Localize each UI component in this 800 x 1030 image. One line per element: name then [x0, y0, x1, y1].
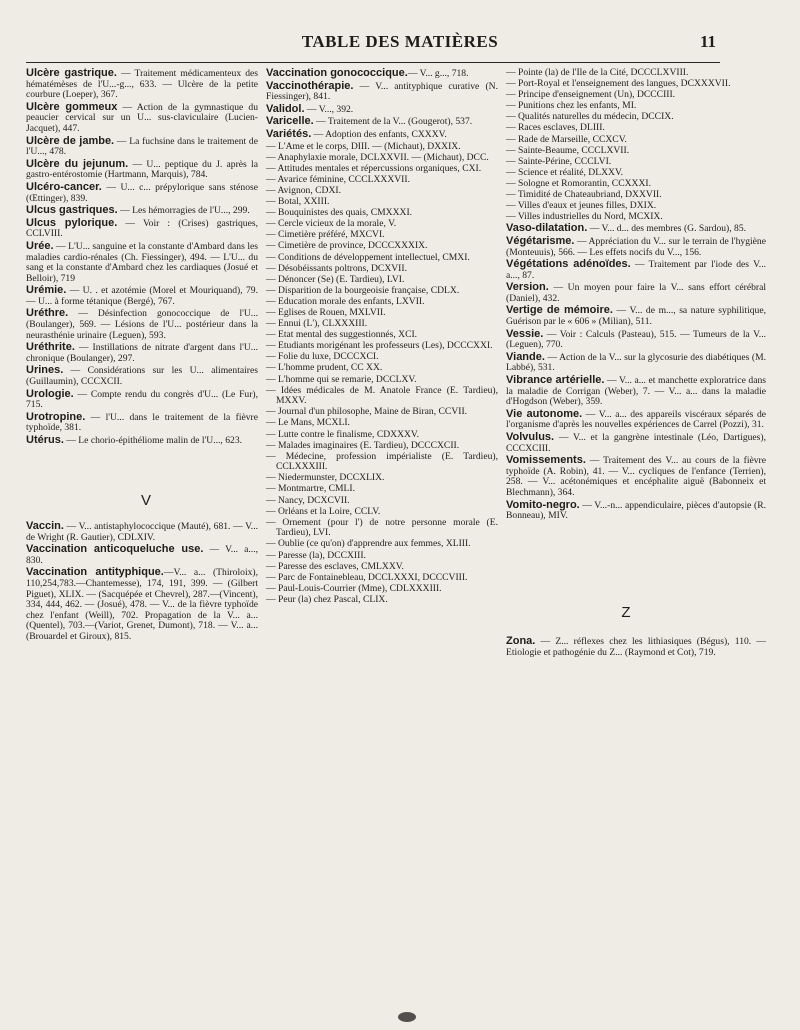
index-subentry: — Paresse des esclaves, CMLXXV. — [266, 560, 404, 572]
index-entry — [506, 455, 766, 498]
index-entry — [26, 285, 258, 307]
index-subentry: — Niedermunster, DCCXLIX. — [266, 472, 385, 484]
index-subentry: — Le Mans, MCXLI. — [266, 417, 350, 429]
entry-headword: Vaccinothérapie. — [266, 79, 354, 92]
header-rule — [26, 62, 720, 63]
index-subentry: — Qualités naturelles du médecin, DCCIX. — [506, 111, 674, 123]
index-entry — [26, 365, 258, 387]
index-subentry: — Dénoncer (Se) (E. Tardieu), LVI. — [266, 273, 405, 285]
entry-text: — Désinfection gonococcique de l'U... (Boulanger), 569. — Lésions de l'U... postérieur dans la neurasthénie urinaire (Leguen), 593. — [26, 308, 258, 341]
index-subentry: — Lutte contre le finalisme, CDXXXV. — [266, 428, 420, 440]
entry-headword: Uréthrite. — [26, 341, 75, 354]
entry-text: — V... g..., 718. — [407, 68, 469, 79]
index-subentry: — Journal d'un philosophe, Maine de Biran, CCVII. — [266, 406, 468, 418]
entry-text: — V...-n... appendiculaire, pièces d'autopsie (R. Bonneau), MIV. — [506, 499, 766, 522]
index-subentry: — Paul-Louis-Courrier (Mme), CDLXXXIII. — [266, 582, 442, 594]
index-subentry: — Paresse (la), DCCXIII. — [266, 549, 366, 561]
index-subentry: — L'homme prudent, CC XX. — [266, 362, 383, 374]
column-3-bottom — [506, 636, 766, 659]
page-number: 11 — [699, 32, 716, 51]
column-3 — [506, 68, 766, 523]
entry-text: — Voir : (Crises) gastriques, CCLVIII. — [26, 217, 258, 240]
index-subentry: — Sologne et Romorantin, CCXXXI. — [506, 177, 651, 189]
index-entry — [26, 218, 258, 240]
entry-text: — Voir : Calculs (Pasteau), 515. — Tumeurs de la V... (Leguen), 770. — [506, 328, 766, 351]
entry-headword: Ulcère du jejunum. — [26, 157, 129, 170]
index-subentry: — Sainte-Périne, CCCLVI. — [506, 155, 612, 167]
index-subentry: — Sainte-Beaume, CCCLXVII. — [506, 144, 630, 156]
index-entry — [506, 223, 766, 235]
entry-headword: Zona. — [506, 635, 536, 647]
index-entry — [506, 236, 766, 258]
index-subentry: — Rade de Marseille, CCXCV. — [506, 133, 627, 145]
entry-text: — Compte rendu du congrès d'U... (Le Fur), 715. — [26, 388, 258, 411]
entry-headword: Varicelle. — [266, 115, 314, 128]
index-subentry: — Conditions de développement intellectuel, CMXI. — [266, 251, 470, 263]
index-entry — [26, 241, 258, 284]
index-subentry: — Bouquinistes des quais, CMXXXI. — [266, 207, 413, 219]
entry-text: — l'U... dans le traitement de la fièvre typhoïde, 381. — [26, 411, 258, 434]
entry-headword: Volvulus. — [506, 431, 555, 443]
index-subentry: — Cimetière de province, DCCCXXXIX. — [266, 240, 428, 252]
index-subentry: — Anaphylaxie morale, DCLXXVII. — (Michaut), DCC. — [266, 151, 489, 163]
index-entry — [506, 375, 766, 408]
entry-headword: Ulcéro-cancer. — [26, 180, 102, 193]
index-subentry: — Races esclaves, DLIII. — [506, 122, 605, 134]
index-subentry: — Désobéissants poltrons, DCXVII. — [266, 262, 407, 274]
section-letter-v: V — [140, 492, 151, 509]
entry-text: — Traitement par l'iode des V... a..., 87. — [506, 259, 766, 281]
index-subentry: — Villes industrielles du Nord, MCXIX. — [506, 211, 663, 223]
entry-text: — L'U... sanguine et la constante d'Ambard dans les maladies cardio-rénales (Ch. Fiessinger), 494. — L'U... du sang et la constante d'Ambard chez les cardiaques (Josué et Belloir), 719 — [26, 240, 258, 284]
index-entry — [506, 636, 766, 658]
entry-text: — Adoption des enfants, CXXXV. — [311, 128, 447, 140]
index-subentry: — Nancy, DCXCVII. — [266, 494, 350, 506]
entry-text: — V..., 392. — [304, 103, 354, 115]
entry-text: — Z... réflexes chez les lithiasiques (Bégus), 110. — Etiologie et pathogénie du Z... (Raymond et Cot), 719. — [506, 636, 766, 658]
index-subentry: — Oublie (ce qu'on) d'apprendre aux femmes, XLIII. — [266, 538, 471, 550]
index-entry — [26, 182, 258, 204]
index-entry — [26, 412, 258, 434]
entry-headword: Vomissements. — [506, 454, 586, 467]
index-entry — [506, 352, 766, 374]
entry-text: — V... de m..., sa nature syphilitique, Guérison par le « 606 » (Milian), 511. — [506, 305, 767, 328]
index-subentry: — Punitions chez les enfants, MI. — [506, 100, 637, 112]
entry-text: — La fuchsine dans le traitement de l'U..., 478. — [26, 135, 258, 158]
index-subentry: — Idées médicales de M. Anatole France (E. Tardieu), MXXV. — [266, 384, 498, 407]
column-1-top — [26, 68, 258, 448]
index-entry — [506, 282, 766, 304]
index-subentry: — Science et réalité, DLXXV. — [506, 166, 624, 178]
entry-text: — Instillations de nitrate d'argent dans l'U... chronique (Boulanger), 297. — [26, 342, 258, 364]
entry-headword: Vessie. — [506, 327, 544, 340]
entry-headword: Vomito-negro. — [506, 498, 580, 511]
index-subentry: — Principe d'enseignement (Un), DCCCIII. — [506, 89, 676, 101]
index-subentry: — Ennui (L'), CLXXXIII. — [266, 318, 368, 330]
entry-headword: Vaccination antityphique. — [26, 566, 164, 579]
index-entry — [266, 116, 498, 128]
index-subentry: — Villes d'eaux et jeunes filles, DXIX. — [506, 200, 657, 212]
index-entry — [26, 159, 258, 181]
entry-text: — Action de la gymnastique du peaucier cervical sur un U... sus-claviculaire (Lucien-Jacquet), 447. — [26, 101, 258, 134]
index-subentry: — Port-Royal et l'enseignement des langues, DCXXXVII. — [506, 78, 731, 90]
entry-text: — Appréciation du V... sur le terrain de l'hygiène (Monteuuis), 566. — Les effets nocifs du V..., 156. — [506, 235, 766, 258]
index-subentry: — Pointe (la) de l'Ile de la Cité, DCCCLXVIII. — [506, 67, 689, 78]
index-entry — [26, 521, 258, 543]
index-subentry: — Médecine, profession impérialiste (E. Tardieu), CCLXXXIII. — [266, 450, 498, 473]
entry-headword: Ulcère de jambe. — [26, 134, 115, 147]
entry-headword: Vertige de mémoire. — [506, 304, 613, 317]
index-entry — [26, 389, 258, 411]
entry-text: — Le chorio-épithéliome malin de l'U..., 623. — [63, 435, 243, 446]
index-subentry: — Avignon, CDXI. — [266, 184, 341, 196]
index-subentry: — Attitudes mentales et répercussions organiques, CXI. — [266, 162, 482, 174]
page-title: TABLE DES MATIÈRES — [301, 32, 499, 51]
entry-text: — Traitement de la V... (Gougerot), 537. — [313, 116, 473, 128]
index-subentry: — L'homme qui se remarie, DCCLXV. — [266, 373, 417, 385]
index-subentry: — Etudiants morigénant les professeurs (Les), DCCCXXI. — [266, 340, 493, 352]
entry-headword: Urée. — [26, 239, 54, 252]
section-letter-z: Z — [621, 604, 631, 621]
index-entry — [506, 432, 766, 454]
index-entry — [266, 129, 498, 141]
index-subentry: — Malades imaginaires (E. Tardieu), DCCCXCII. — [266, 439, 460, 451]
index-subentry: — Eglises de Rouen, MXLVII. — [266, 306, 386, 318]
index-subentry: — Avarice féminine, CCCLXXXVII. — [266, 173, 410, 185]
index-entry — [26, 342, 258, 364]
index-subentry: — Ornement (pour l') de notre personne morale (E. Tardieu), LVI. — [266, 516, 498, 539]
index-entry — [26, 567, 258, 642]
index-entry — [506, 500, 766, 522]
ink-blot — [398, 1012, 416, 1022]
entry-headword: Urotropine. — [26, 410, 86, 423]
index-entry — [26, 68, 258, 101]
entry-headword: Validol. — [266, 102, 305, 115]
entry-text: — V... d... des membres (G. Sardou), 85. — [587, 223, 747, 235]
entry-headword: Vibrance artérielle. — [506, 374, 605, 387]
entry-headword: Urémie. — [26, 284, 67, 297]
index-entry — [26, 102, 258, 135]
index-subentry: — Montmartre, CMLI. — [266, 483, 355, 495]
entry-headword: Végétations adénoïdes. — [506, 258, 631, 271]
entry-text: — V... et la gangrène intestinale (Léo, Dartigues), CCCXCIII. — [506, 432, 766, 454]
entry-headword: Urologie. — [26, 387, 74, 400]
entry-headword: Ulcère gastrique. — [26, 67, 117, 79]
entry-text: — Traitement médicamenteux des hématémèses de l'U...-g..., 633. — Ulcère de la petite courbure (Loeper), 367. — [26, 68, 258, 101]
index-subentry: — Timidité de Chateaubriand, DXXVII. — [506, 189, 662, 201]
entry-headword: Végétarisme. — [506, 234, 575, 247]
index-subentry: — Cercle vicieux de la morale, V. — [266, 218, 397, 230]
entry-text: — V... a..., 830. — [26, 544, 258, 566]
entry-text: — U... peptique du J. après la gastro-entérostomie (Hartmann, Marquis), 784. — [26, 158, 258, 181]
index-entry — [26, 136, 258, 158]
entry-text: — Action de la V... sur la glycosurie des diabétiques (M. Labbé), 531. — [506, 351, 766, 374]
index-entry — [26, 308, 258, 341]
entry-text: — U. . et azotémie (Morel et Mouriquand), 79. — U... à forme tétanique (Bergé), 767. — [26, 285, 258, 307]
index-entry — [506, 409, 766, 431]
entry-text: — Considérations sur les U... alimentaires (Guillaumin), CCCXCII. — [26, 365, 258, 388]
entry-text: — Les hémorragies de l'U..., 299. — [117, 205, 250, 217]
index-entry — [506, 305, 766, 327]
entry-text: — U... c... prépylorique sans sténose (Œttinger), 839. — [26, 181, 258, 204]
entry-headword: Vaccin. — [26, 520, 64, 532]
index-entry — [266, 68, 498, 80]
entry-headword: Vaccination anticoqueluche use. — [26, 543, 204, 556]
entry-headword: Ulcus pylorique. — [26, 216, 118, 229]
page-header — [0, 32, 800, 58]
entry-headword: Utérus. — [26, 434, 64, 446]
entry-text: —V... a... (Thiroloix), 110,254,783.—Chantemesse), 174, 191, 399. — (Gilbert Piguet), XLIX. — (Sacquépée et Chevrel), 287.—(Vincent), 334, 444, 462. — (Josué), 478. — V... de la fièvre typhoïde chez l'enfant (Weill), 702. Propagation de la V... a... (Quentel), 703.—(Variot, Grenet, Dumont), 718. — V... a... (Brouardel et Giroux), 815. — [26, 567, 258, 642]
entry-headword: Vie autonome. — [506, 407, 583, 420]
entry-text: — V... antityphique curative (N. Fiessinger), 841. — [266, 80, 498, 103]
index-entry — [26, 205, 258, 217]
entry-headword: Uréthre. — [26, 307, 69, 320]
entry-headword: Variétés. — [266, 127, 312, 140]
index-subentry: — Cimetière préféré, MXCVI. — [266, 229, 385, 241]
entry-headword: Vaccination gonococcique. — [266, 67, 408, 79]
entry-headword: Urines. — [26, 364, 64, 377]
entry-text: — Un moyen pour faire la V... sans effort cérébral (Daniel), 432. — [506, 282, 766, 304]
index-entry — [266, 104, 498, 116]
entry-headword: Version. — [506, 281, 549, 294]
index-subentry: — Botal, XXIII. — [266, 196, 330, 208]
index-subentry: — Disparition de la bourgeoisie française, CDLX. — [266, 284, 460, 296]
column-1-bottom — [26, 521, 258, 644]
index-entry — [26, 435, 258, 447]
index-subentry: — Peur (la) chez Pascal, CLIX. — [266, 593, 388, 605]
entry-headword: Vaso-dilatation. — [506, 222, 588, 235]
entry-text: — V... a... et manchette exploratrice dans la maladie de Corrigan (Weber), 7. — V... a... dans la maladie d'Hogdson (Weber), 359. — [506, 375, 766, 408]
index-entry — [266, 81, 498, 103]
entry-headword: Viande. — [506, 350, 545, 363]
index-subentry: — Etat mental des suggestionnés, XCI. — [266, 329, 418, 341]
entry-headword: Ulcus gastriques. — [26, 204, 118, 217]
entry-text: — V... antistaphylococcique (Mauté), 681. — V... de Wright (R. Gautier), CDLXIV. — [26, 521, 258, 543]
index-subentry: — L'Ame et le corps, DIII. — (Michaut), DXXIX. — [266, 140, 461, 152]
index-entry — [26, 544, 258, 566]
entry-text: — V... a... des appareils viscéraux séparés de l'organisme d'après les nouvelles expériences de Carrel (Pozzi), 31. — [506, 408, 766, 431]
index-subentry: — Orléans et la Loire, CCLV. — [266, 505, 381, 517]
index-subentry: — Folie du luxe, DCCCXCI. — [266, 351, 379, 363]
index-entry — [506, 329, 766, 351]
column-2 — [266, 68, 498, 606]
index-subentry: — Parc de Fontainebleau, DCCLXXXI, DCCCVIII. — [266, 571, 468, 583]
index-entry — [506, 259, 766, 281]
entry-text: — Traitement des V... au cours de la fièvre typhoïde (A. Robin), 41. — V... cycliques de l'enfance (Terrien), 258. — V... acétonémiques et encéphalite aiguë (Babonneix et Blechmann), 364. — [506, 455, 766, 498]
index-subentry: — Education morale des enfants, LXVII. — [266, 295, 425, 307]
entry-headword: Ulcère gommeux — [26, 100, 118, 113]
